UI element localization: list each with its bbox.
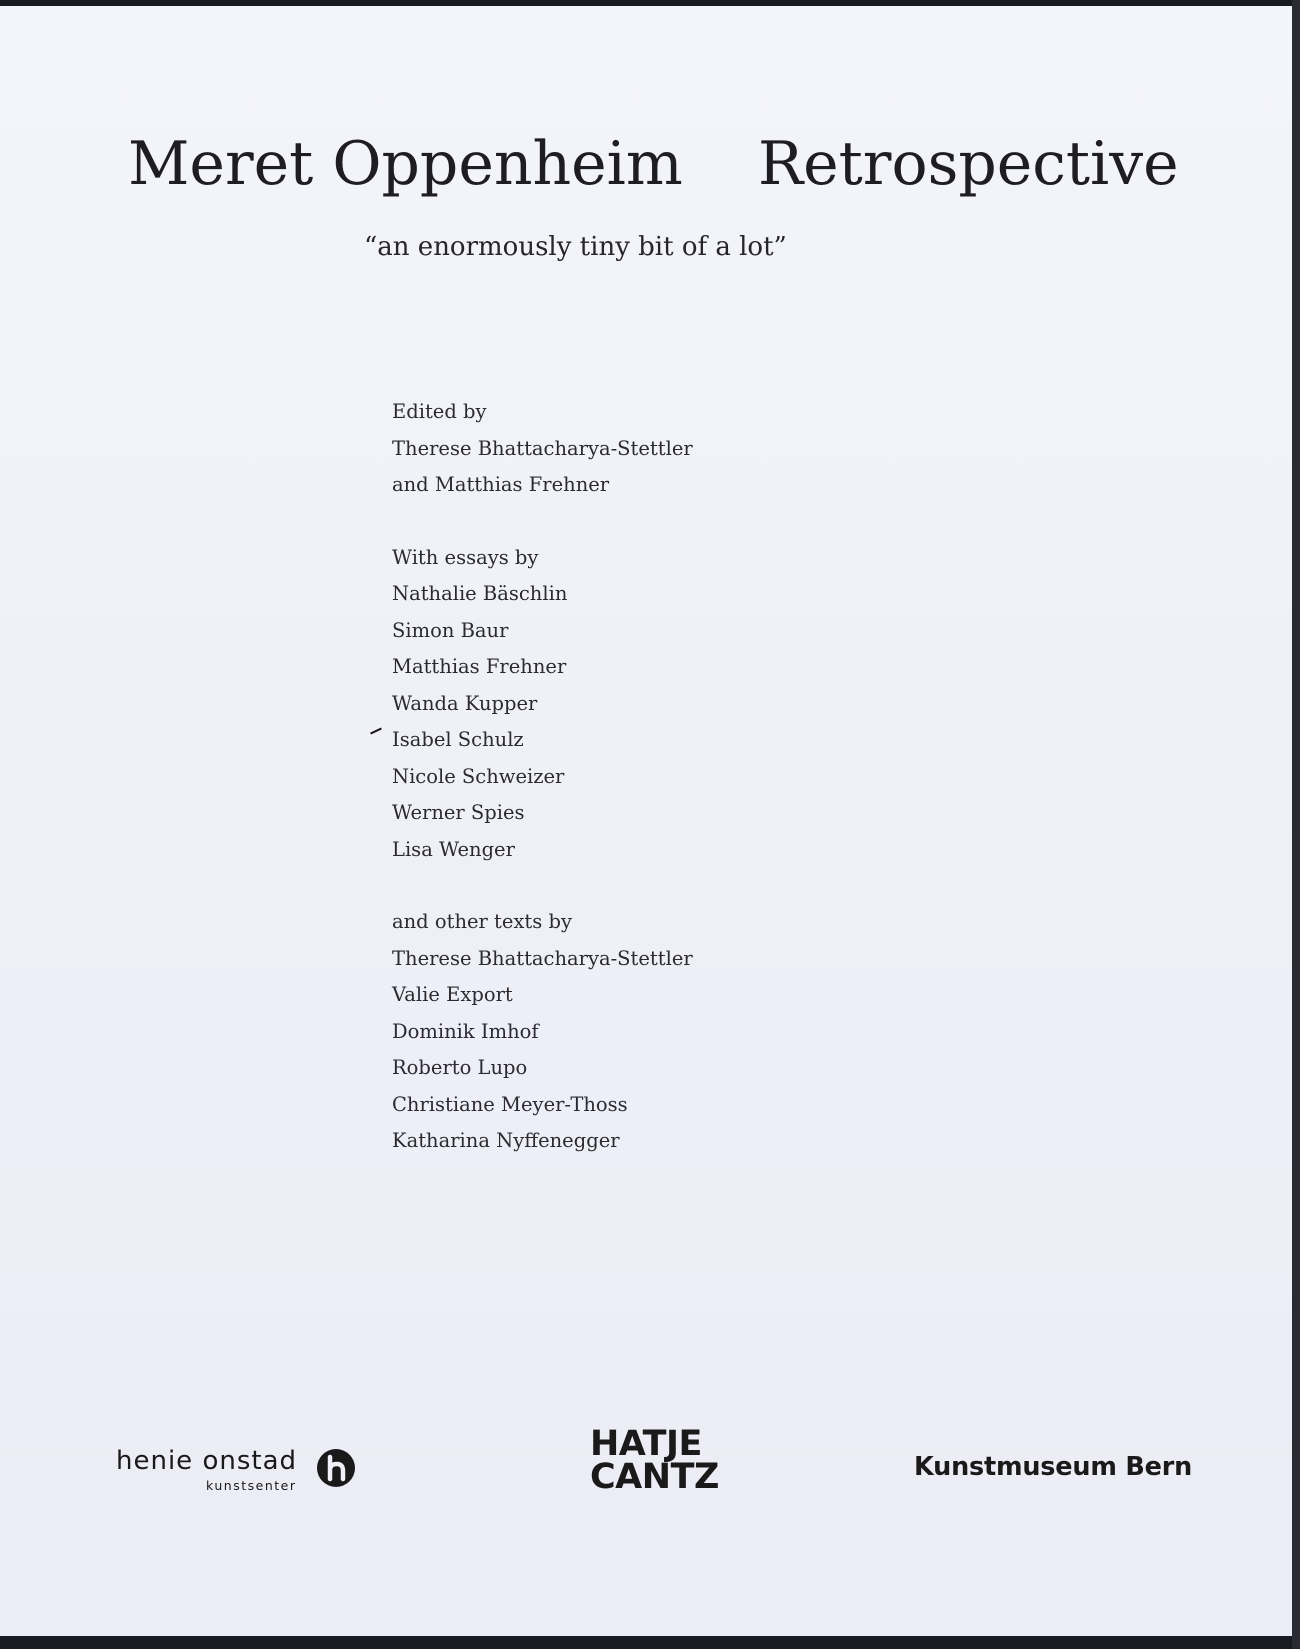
title-artist: Meret Oppenheim bbox=[128, 129, 683, 199]
subtitle: “an enormously tiny bit of a lot” bbox=[364, 232, 787, 262]
title-retrospective: Retrospective bbox=[758, 129, 1179, 199]
other-text-author: Dominik Imhof bbox=[392, 1019, 539, 1043]
essays-heading: With essays by bbox=[392, 545, 539, 569]
page-edge bbox=[1292, 0, 1300, 1649]
other-texts-heading: and other texts by bbox=[392, 910, 572, 933]
essay-author: Nathalie Bäschlin bbox=[392, 582, 568, 605]
credits-block bbox=[392, 394, 693, 1160]
essay-author: Werner Spies bbox=[392, 801, 525, 824]
henie-onstad-subname: kunstsenter bbox=[206, 1478, 297, 1493]
essay-author: Matthias Frehner bbox=[392, 655, 567, 678]
editors-heading: Edited by bbox=[392, 400, 487, 423]
other-text-author: Roberto Lupo bbox=[392, 1056, 528, 1079]
other-text-author: Christiane Meyer-Thoss bbox=[392, 1092, 628, 1116]
essay-author: Isabel Schulz bbox=[392, 728, 524, 751]
title-page bbox=[0, 6, 1292, 1636]
essay-author: Simon Baur bbox=[392, 618, 509, 642]
other-text-author: Katharina Nyffenegger bbox=[392, 1129, 620, 1152]
other-text-author: Valie Export bbox=[392, 983, 513, 1006]
other-text-author: Therese Bhattacharya-Stettler bbox=[392, 946, 693, 970]
henie-onstad-logo bbox=[116, 1446, 366, 1496]
henie-onstad-h-icon bbox=[316, 1448, 356, 1488]
hatje-cantz-line2: CANTZ bbox=[590, 1457, 719, 1497]
essay-author: Nicole Schweizer bbox=[392, 764, 565, 788]
pen-tick-mark bbox=[370, 728, 382, 735]
essay-author: Wanda Kupper bbox=[392, 691, 538, 715]
kunstmuseum-bern-logo: Kunstmuseum Bern bbox=[914, 1452, 1193, 1482]
editor-name: Therese Bhattacharya-Stettler bbox=[392, 436, 693, 460]
hatje-cantz-line1: HATJE bbox=[590, 1424, 702, 1464]
henie-onstad-name: henie onstad bbox=[116, 1446, 297, 1476]
essay-author: Lisa Wenger bbox=[392, 837, 515, 861]
editor-name: and Matthias Frehner bbox=[392, 473, 610, 496]
hatje-cantz-logo bbox=[590, 1424, 719, 1497]
